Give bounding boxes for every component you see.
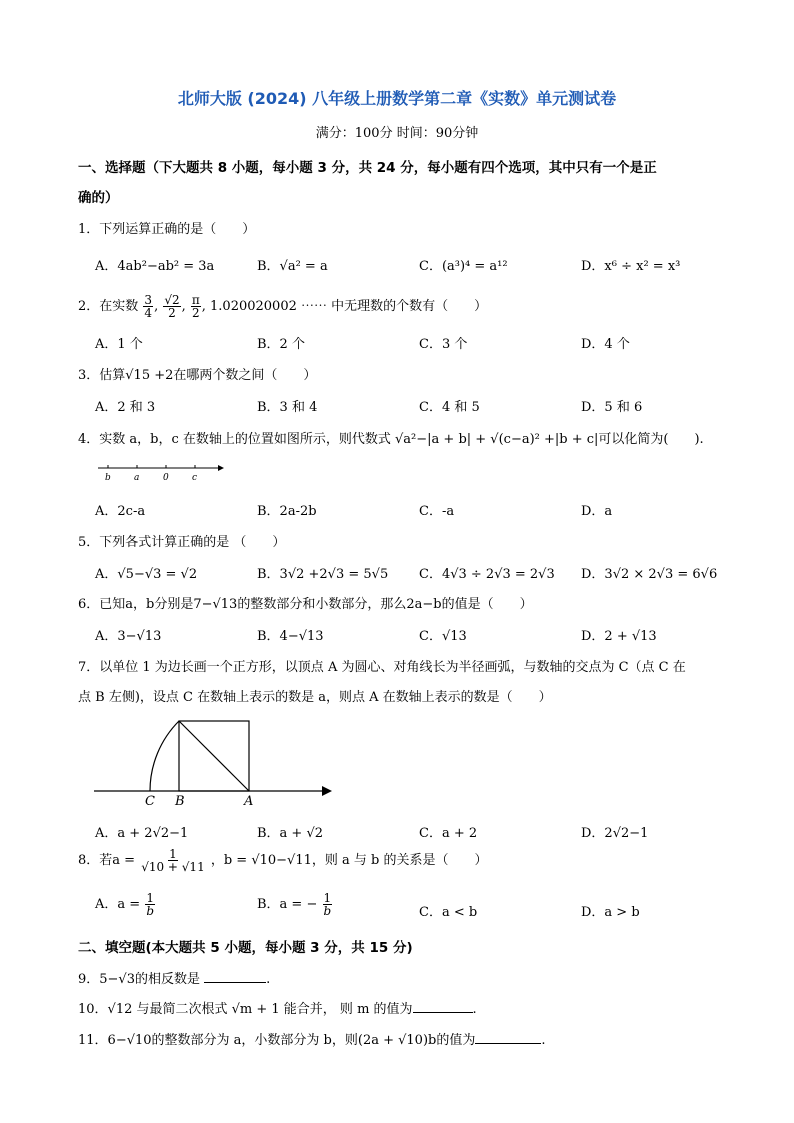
question-5-stem: 5．下列各式计算正确的是 （ ） [78,535,286,550]
fig-label-c: C [145,794,155,809]
fraction-a-def: $\frac{1}{√10 + √11}$ [141,847,205,874]
question-10: 10．√12 与最简二次根式 √m + 1 能合并， 则 m 的值为 . [78,1002,477,1017]
fraction-pi-2: $\frac{\pi}{2}$ [191,293,200,320]
question-5-option-c: C．4√3 ÷ 2√3 = 2√3 [419,567,555,582]
axis-label-zero: 0 [163,473,169,483]
question-7-option-c: C．a + 2 [419,826,478,841]
question-6-option-a: A．3−√13 [95,629,162,644]
fraction-sqrt2-2: $\frac{√2}{2}$ [164,293,180,320]
question-8-option-c: C．a < b [419,905,478,920]
question-8-option-b: B．a = − $\frac{1}{b}$ [257,891,332,918]
question-4-stem: 4．实数 a，b，c 在数轴上的位置如图所示，则代数式 √a²−|a + b| + √(c−a)² +|b + c|可以化简为( ). [78,432,704,447]
question-6-option-c: C．√13 [419,629,467,644]
question-5-option-d: D．3√2 × 2√3 = 6√6 [581,567,718,582]
question-7-stem-line1: 7．以单位 1 为边长画一个正方形，以顶点 A 为圆心、对角线长为半径画弧，与数轴的交点为 C（点 C 在 [78,660,686,675]
axis-label-c: c [192,473,198,483]
question-8-option-a: A．a = $\frac{1}{b}$ [95,891,154,918]
fig-label-a: A [244,794,254,809]
page-title: 北师大版 (2024) 八年级上册数学第二章《实数》单元测试卷 [177,89,617,108]
question-7-option-b: B．a + √2 [257,826,324,841]
answer-blank-10[interactable] [413,1000,473,1013]
question-5-option-a: A．√5−√3 = √2 [95,567,198,582]
question-1-option-d: D．x⁶ ÷ x² = x³ [581,259,681,274]
question-6-stem: 6．已知a，b分别是7−√13的整数部分和小数部分，那么2a−b的值是（ ） [78,597,533,612]
question-7-option-a: A．a + 2√2−1 [95,826,189,841]
question-5-option-b: B．3√2 +2√3 = 5√5 [257,567,389,582]
question-1-stem: 1．下列运算正确的是（ ） [78,222,256,237]
section-2-heading: 二、填空题(本大题共 5 小题，每小题 3 分，共 15 分) [78,940,413,956]
answer-blank-11[interactable] [475,1031,541,1044]
axis-label-a: a [134,473,140,483]
question-6-option-d: D．2 + √13 [581,629,657,644]
question-11: 11．6−√10的整数部分为 a，小数部分为 b，则(2a + √10)b的值为 . [78,1033,546,1048]
question-4-option-d: D．a [581,504,613,519]
question-4-number-line [96,460,226,484]
question-3-option-d: D．5 和 6 [581,400,643,415]
question-7-option-d: D．2√2−1 [581,826,649,841]
question-4-option-c: C．-a [419,504,455,519]
question-2-option-c: C．3 个 [419,337,468,352]
question-7-figure [90,712,336,810]
question-2-option-b: B．2 个 [257,337,305,352]
question-8-stem-pre: 8．若a = [78,853,136,868]
question-1-option-c: C．(a³)⁴ = a¹² [419,259,508,274]
question-3-option-a: A．2 和 3 [95,400,156,415]
fraction-3-4: $\frac{3}{4}$ [144,293,153,320]
question-2-stem-post: 1.020020002 ⋯⋯ 中无理数的个数有（ ） [210,299,488,314]
answer-blank-9[interactable] [204,970,266,983]
question-3-stem: 3．估算√15 +2在哪两个数之间（ ） [78,368,317,383]
question-2-stem: 2．在实数 $\frac{3}{4}$ , $\frac{√2}{2}$ , $\frac{\pi}{2}$ , 1.020020002 ⋯⋯ 中无理数的个数有（ ） [78,293,488,320]
question-4-option-a: A．2c-a [95,504,146,519]
question-8-stem-mid: ，b = √10−√11，则 a 与 b 的关系是（ ） [210,853,488,868]
question-1-option-a: A．4ab²−ab² = 3a [95,259,215,274]
question-7-stem-line2: 点 B 左侧)，设点 C 在数轴上表示的数是 a，则点 A 在数轴上表示的数是（ ） [78,690,552,705]
section-1-heading-cont: 确的） [78,190,119,206]
question-9: 9．5−√3的相反数是 . [78,972,271,987]
question-2-option-d: D．4 个 [581,337,630,352]
page-subtitle: 满分：100分 时间：90分钟 [315,126,479,141]
question-3-option-c: C．4 和 5 [419,400,480,415]
question-6-option-b: B．4−√13 [257,629,324,644]
question-8-stem [78,848,487,873]
fraction-neg-1-b: $\frac{1}{b}$ [323,891,332,918]
question-3-option-b: B．3 和 4 [257,400,318,415]
fraction-1-b: $\frac{1}{b}$ [146,891,154,918]
question-8-option-d: D．a > b [581,905,640,920]
question-2-option-a: A．1 个 [95,337,143,352]
section-1-heading: 一、选择题（下大题共 8 小题，每小题 3 分，共 24 分，每小题有四个选项，其中只有一个是正 [78,160,657,176]
question-1-option-b: B．√a² = a [257,259,328,274]
axis-label-b: b [105,473,111,483]
question-2-stem-pre: 2．在实数 [78,299,139,314]
question-4-option-b: B．2a-2b [257,504,317,519]
fig-label-b: B [175,794,185,809]
